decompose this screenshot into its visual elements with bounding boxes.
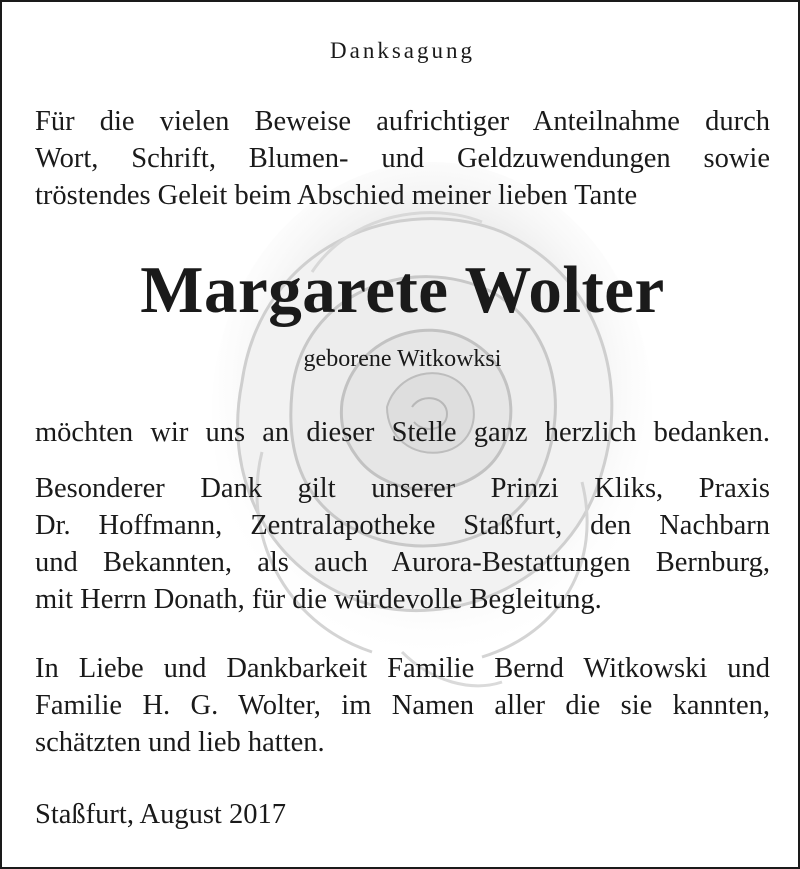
intro-line-2: Wort, Schrift, Blumen- und Geldzuwendungen sowie [35,143,770,174]
special-thanks-line-1: Besonderer Dank gilt unserer Prinzi Kliks, Praxis [35,473,770,504]
intro-line-3: tröstendes Geleit beim Abschied meiner lieben Tante [35,180,638,211]
notice-text [35,2,770,867]
special-thanks-line-3: und Bekannten, als auch Aurora-Bestattungen Bernburg, [35,547,770,578]
place-date: Staßfurt, August 2017 [35,799,286,830]
signature-line-1: In Liebe und Dankbarkeit Familie Bernd Witkowski und [35,653,770,684]
thanks-line: möchten wir uns an dieser Stelle ganz herzlich bedanken. [35,417,770,448]
special-thanks-line-4: mit Herrn Donath, für die würdevolle Begleitung. [35,584,602,615]
notice-heading: Danksagung [330,38,475,63]
deceased-name: Margarete Wolter [140,253,665,327]
special-thanks-line-2: Dr. Hoffmann, Zentralapotheke Staßfurt, den Nachbarn [35,510,770,541]
maiden-name: geborene Witkowksi [303,346,502,372]
intro-line-1: Für die vielen Beweise aufrichtiger Anteilnahme durch [35,106,770,137]
signature-line-2: Familie H. G. Wolter, im Namen aller die sie kannten, [35,690,770,721]
signature-line-3: schätzten und lieb hatten. [35,727,325,758]
